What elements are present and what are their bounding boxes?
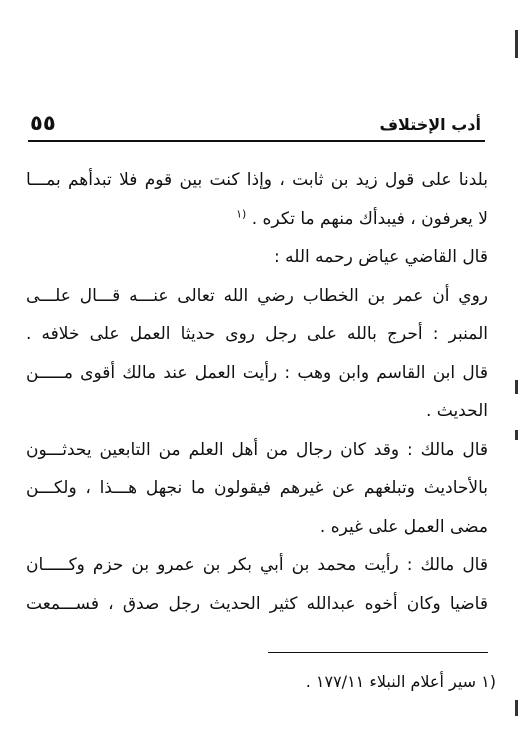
- footnote-marker: (١: [481, 672, 496, 691]
- footnote-text: سير أعلام النبلاء ١٧٧/١١ .: [305, 672, 477, 691]
- text-line: الحديث .: [425, 401, 488, 421]
- text-line: بالأحاديث وتبلغهم عن غيرهم فيقولون ما نجهل هـــذا ، ولكـــن: [26, 478, 488, 498]
- text-line: قال مالك : رأيت محمد بن أبي بكر بن عمرو بن حزم وكـــــان: [26, 555, 488, 575]
- book-title: أدب الإختلاف: [379, 115, 481, 134]
- body-text: [26, 161, 488, 623]
- text-line: قال القاضي عياض رحمه الله :: [273, 247, 488, 267]
- text-line: مضى العمل على غيره .: [319, 516, 488, 537]
- header-rule: [28, 140, 485, 142]
- text-line: [26, 200, 488, 239]
- text-line: قال ابن القاسم وابن وهب : رأيت العمل عند مالك أقوى مـــــن: [26, 362, 488, 383]
- footnote: [306, 671, 496, 693]
- text-line: قاضيا وكان أخوه عبدالله كثير الحديث رجل صدق ، فســـمعت: [26, 593, 488, 614]
- text-line: المنبر : أحرج بالله على رجل روى حديثا العمل على خلافه .: [26, 324, 488, 344]
- text-line: روي أن عمر بن الخطاب رضي الله تعالى عنـــه قـــال علـــى: [26, 285, 488, 306]
- footnote-rule: [268, 652, 488, 653]
- text-line: قال مالك : وقد كان رجال من أهل العلم من التابعين يحدثـــون: [26, 439, 488, 460]
- text-line: بلدنا على قول زيد بن ثابت ، وإذا كنت بين قوم فلا تبدأهم بمـــا: [26, 170, 488, 190]
- footnote-reference: (١: [236, 206, 247, 220]
- page-number: ٥٥: [30, 111, 56, 135]
- text-line-content: لا يعرفون ، فيبدأك منهم ما تكره .: [251, 208, 488, 229]
